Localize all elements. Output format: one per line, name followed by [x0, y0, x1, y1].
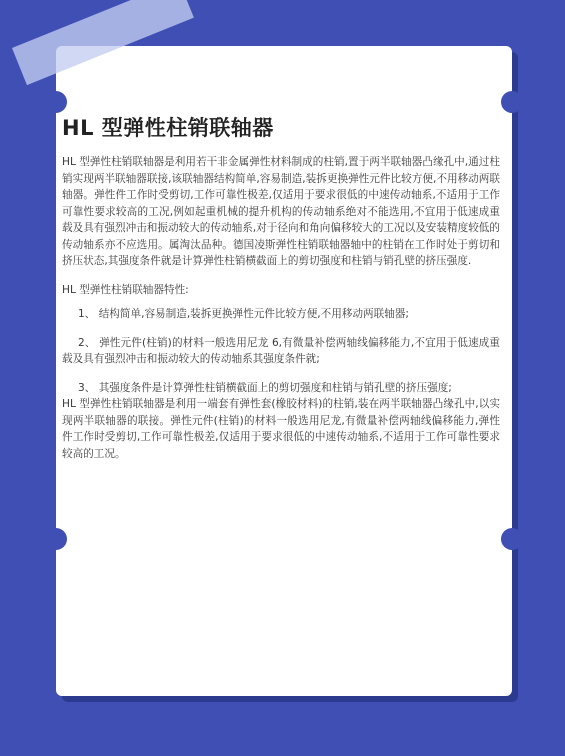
notch-right-bottom [501, 528, 523, 550]
notch-left-bottom [45, 528, 67, 550]
article-content [62, 112, 500, 462]
closing-paragraph: HL 型弹性柱销联轴器是利用一端套有弹性套(橡胶材料)的柱销,装在两半联轴器凸缘孔中,以实现两半联轴器的联接。弹性元件(柱销)的材料一般选用尼龙,有微量补偿两轴线偏移能力,弹性件工作时受剪切,工作可靠性极差,仅适用于要求很低的中速传动轴系,不适用于工作可靠性要求较高的工况。 [62, 398, 500, 460]
intro-paragraph: HL 型弹性柱销联轴器是利用若干非金属弹性材料制成的柱销,置于两半联轴器凸缘孔中,通过柱销实现两半联轴器联接,该联轴器结构简单,容易制造,装拆更换弹性元件比较方便,不用移动两联轴器。弹性件工作时受剪切,工作可靠性极差,仅适用于要求很低的中速传动轴系,不适用于工作可靠性要求较高的工况,例如起重机械的提升机构的传动轴系绝对不能选用,不宜用于低速成重载及具有强烈冲击和振动较大的传动轴系,对于径向和角向偏移较大的工况以及安装精度较低的传动轴系亦不应选用。属淘汰品种。德国凌斯弹性柱销联轴器轴中的柱销在工作时处于剪切和挤压状态,其强度条件就是计算弹性柱销横截面上的剪切强度和柱销与销孔壁的挤压强度. [62, 156, 500, 267]
notch-left-top [45, 91, 67, 113]
article-card [56, 46, 512, 696]
feature-item-3: 3、 其强度条件是计算弹性柱销横截面上的剪切强度和柱销与销孔壁的挤压强度; [78, 381, 452, 394]
notch-right-top [501, 91, 523, 113]
article-title: HL 型弹性柱销联轴器 [62, 116, 274, 140]
features-heading: HL 型弹性柱销联轴器特性: [62, 283, 189, 296]
feature-item-2: 2、 弹性元件(柱销)的材料一般选用尼龙 6,有微量补偿两轴线偏移能力,不宜用于低速成重载及具有强烈冲击和振动较大的传动轴系其强度条件就; [62, 336, 500, 365]
feature-item-1: 1、 结构简单,容易制造,装拆更换弹性元件比较方便,不用移动两联轴器; [78, 308, 409, 320]
